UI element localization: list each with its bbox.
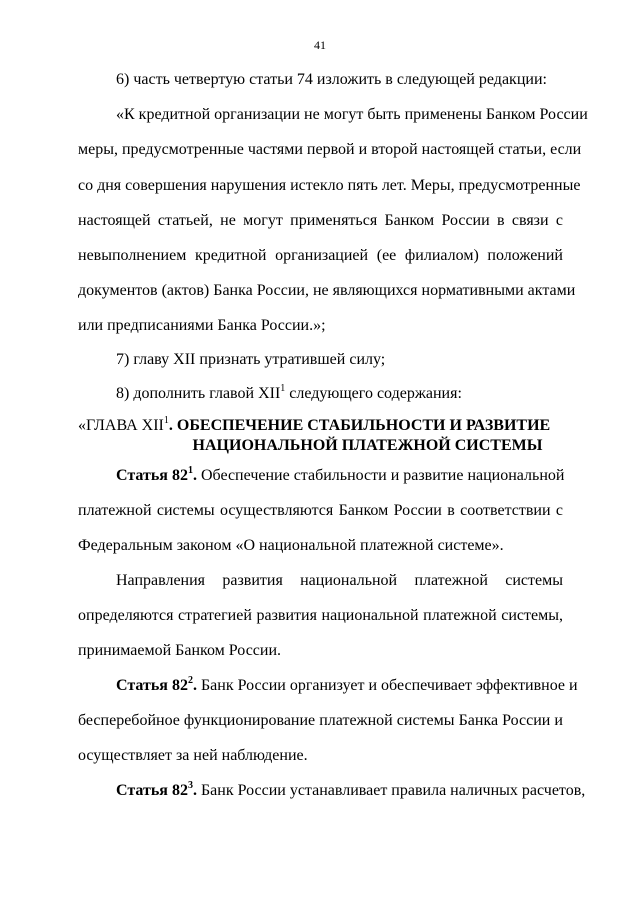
- text-line: или предписаниями Банка России.»;: [78, 317, 326, 334]
- chapter-title-line1: ОБЕСПЕЧЕНИЕ СТАБИЛЬНОСТИ И РАЗВИТИЕ: [176, 417, 551, 434]
- text-line: меры, предусмотренные частями первой и второй настоящей статьи, если: [78, 141, 582, 158]
- chapter-heading-line: [78, 416, 565, 436]
- article-dot: .: [192, 467, 197, 484]
- chapter-title-part: [78, 416, 550, 436]
- text-fragment: Обеспечение стабильности и развитие национальной: [196, 467, 565, 484]
- text-fragment: 8) дополнить главой XII: [116, 385, 281, 402]
- text-line: осуществляет за ней наблюдение.: [78, 747, 308, 764]
- superscript: 1: [187, 464, 193, 476]
- chapter-dot: .: [168, 417, 173, 434]
- superscript: 1: [280, 382, 286, 394]
- text-line: платежной системы осуществляются Банком России в соответствии с: [78, 502, 563, 519]
- text-fragment: Банк России устанавливает правила наличных расчетов,: [196, 782, 586, 799]
- text-fragment: следующего содержания:: [285, 385, 462, 402]
- text-line: со дня совершения нарушения истекло пять лет. Меры, предусмотренные: [78, 177, 581, 194]
- text-line: принимаемой Банком России.: [78, 642, 282, 659]
- text-line: Федеральным законом «О национальной платежной системе».: [78, 537, 504, 554]
- article-label: Статья 82: [116, 782, 188, 799]
- superscript: 3: [187, 779, 193, 791]
- text-line: «К кредитной организации не могут быть применены Банком России: [116, 106, 588, 123]
- chapter-prefix: «ГЛАВА XII: [78, 417, 164, 434]
- superscript: 2: [187, 674, 193, 686]
- text-line: документов (актов) Банка России, не являющихся нормативными актами: [78, 282, 576, 299]
- article-first-line: [116, 466, 563, 486]
- text-line: определяются стратегией развития национальной платежной системы,: [78, 607, 563, 624]
- text-line: [116, 384, 563, 404]
- text-fragment: Банк России организует и обеспечивает эффективное и: [196, 677, 578, 694]
- article-first-line: [116, 779, 586, 801]
- article-label: Статья 82: [116, 467, 188, 484]
- chapter-title-line2: НАЦИОНАЛЬНОЙ ПЛАТЕЖНОЙ СИСТЕМЫ: [192, 437, 543, 454]
- chapter-heading: [78, 416, 565, 456]
- superscript: 1: [163, 414, 169, 426]
- text-line: Направления развития национальной платежной системы: [116, 572, 563, 589]
- text-line: 6) часть четвертую статьи 74 изложить в следующей редакции:: [116, 71, 547, 88]
- text-line: настоящей статьей, не могут применяться Банком России в связи с: [78, 212, 563, 229]
- text-line: 7) главу XII признать утратившей силу;: [116, 351, 386, 368]
- text-line: бесперебойное функционирование платежной системы Банка России и: [78, 712, 563, 729]
- article-label: Статья 82: [116, 677, 188, 694]
- article-first-line: [116, 674, 578, 696]
- text-line: невыполнением кредитной организацией (ее филиалом) положений: [78, 247, 563, 264]
- page-number: 41: [314, 38, 326, 52]
- article-dot: .: [192, 782, 197, 799]
- article-dot: .: [192, 677, 197, 694]
